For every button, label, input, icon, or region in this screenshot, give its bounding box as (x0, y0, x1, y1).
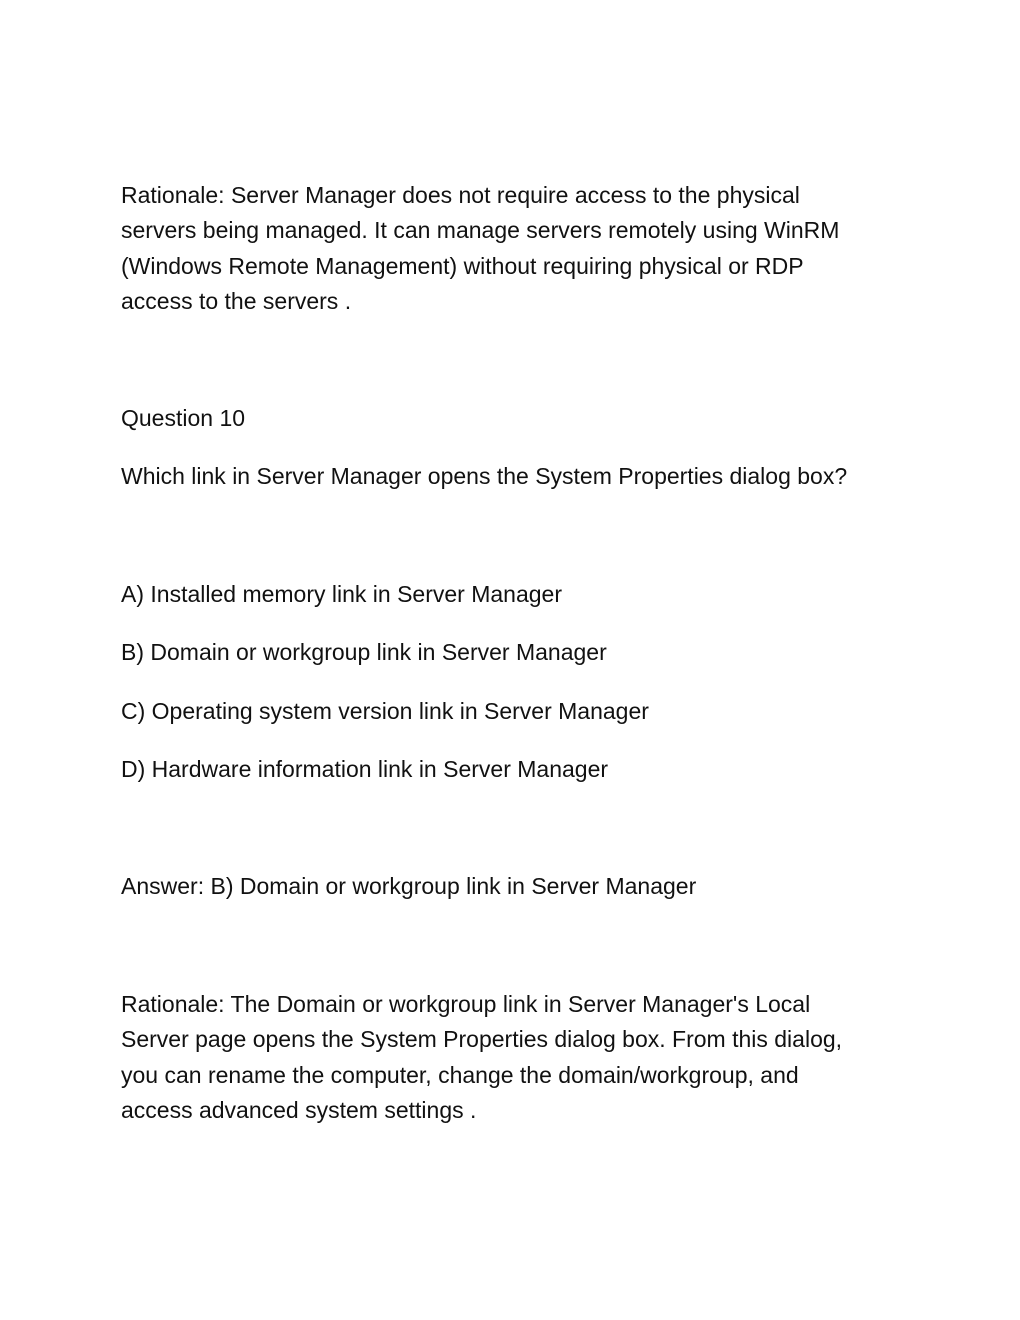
rationale-2-line-4: access advanced system settings . (121, 1096, 477, 1123)
rationale-2-line-1: Rationale: The Domain or workgroup link in Server Manager's Local (121, 991, 811, 1017)
rationale-1-line-4: access to the servers . (121, 287, 352, 314)
option-d: D) Hardware information link in Server Manager (121, 756, 609, 782)
rationale-1-line-2: servers being managed. It can manage servers remotely using WinRM (121, 217, 840, 244)
question-number: Question 10 (121, 405, 246, 431)
rationale-paragraph-1 (121, 178, 921, 319)
rationale-2-line-2: Server page opens the System Properties dialog box. From this dialog, (121, 1026, 843, 1053)
answer-line: Answer: B) Domain or workgroup link in Server Manager (121, 873, 697, 899)
question-prompt: Which link in Server Manager opens the System Properties dialog box? (121, 463, 848, 489)
rationale-1-line-3: (Windows Remote Management) without requiring physical or RDP (121, 252, 804, 279)
option-a: A) Installed memory link in Server Manager (121, 581, 562, 607)
option-b: B) Domain or workgroup link in Server Manager (121, 639, 607, 665)
rationale-paragraph-2 (121, 987, 921, 1128)
rationale-1-line-1: Rationale: Server Manager does not require access to the physical (121, 182, 800, 208)
rationale-2-line-3: you can rename the computer, change the domain/workgroup, and (121, 1061, 799, 1088)
option-c: C) Operating system version link in Server Manager (121, 698, 649, 724)
